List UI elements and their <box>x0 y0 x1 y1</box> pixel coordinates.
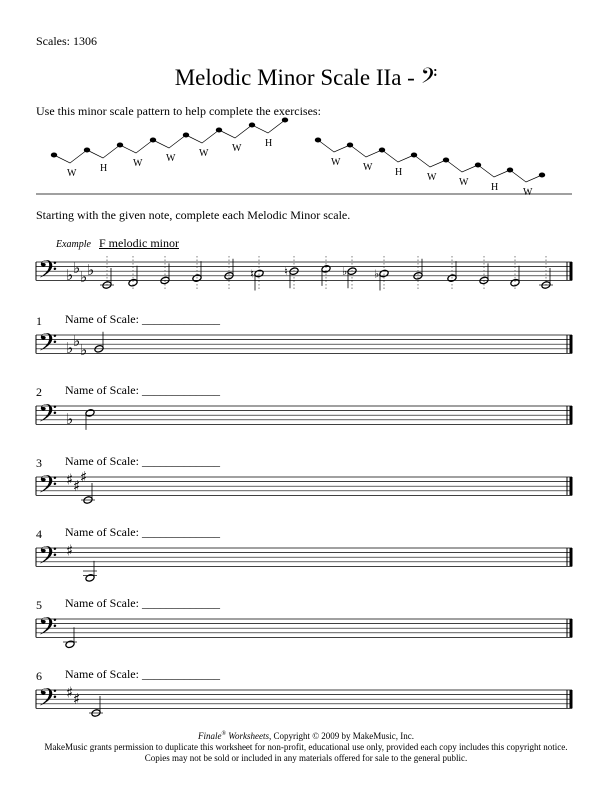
pattern-note <box>411 153 417 158</box>
step-label: H <box>100 163 108 174</box>
flat-icon: ♭ <box>342 265 348 279</box>
pattern-instruction: Use this minor scale pattern to help complete the exercises: <box>36 104 321 118</box>
sharp-icon: ♯ <box>73 477 81 496</box>
footer-line-2: MakeMusic grants permission to duplicate this worksheet for non-profit, educational use only, provided each copy includes this copyright notice. <box>44 742 568 752</box>
pattern-note <box>443 158 449 163</box>
flat-icon: ♭ <box>66 409 74 428</box>
exercise-name-label: Name of Scale: _____________ <box>65 383 220 397</box>
step-label: W <box>523 187 533 198</box>
exercise-number: 3 <box>36 456 42 470</box>
step-label: H <box>491 182 499 193</box>
step-label: W <box>199 148 209 159</box>
pattern-note <box>379 148 385 153</box>
flat-icon: ♭ <box>80 341 88 360</box>
step-label: W <box>166 153 176 164</box>
pattern-note <box>84 148 90 153</box>
note-head <box>128 278 138 287</box>
exercise-name-blank[interactable]: _____________ <box>141 383 220 397</box>
exercise-staff <box>36 399 572 434</box>
exercise-number: 6 <box>36 669 42 683</box>
pattern-note <box>507 168 513 173</box>
flat-icon: ♭ <box>374 267 380 281</box>
example-staff <box>36 255 572 290</box>
exercise-staff <box>36 468 572 505</box>
step-label: W <box>459 177 469 188</box>
pattern-note <box>315 138 321 143</box>
bass-clef-icon: 𝄢 <box>38 255 58 291</box>
exercise-number: 4 <box>36 527 42 541</box>
exercise-number: 5 <box>36 598 42 612</box>
example-scale-name: F melodic minor <box>99 236 179 250</box>
step-label: W <box>67 168 77 179</box>
sharp-icon: ♯ <box>73 690 81 709</box>
note-head <box>85 574 95 583</box>
pattern-note <box>249 123 255 128</box>
pattern-line <box>87 145 120 158</box>
pattern-line <box>153 135 186 148</box>
step-label: W <box>331 157 341 168</box>
pattern-note <box>475 163 481 168</box>
note-head <box>321 265 331 274</box>
pattern-note <box>216 128 222 133</box>
sharp-icon: ♯ <box>66 541 74 560</box>
flat-icon: ♭ <box>66 338 74 357</box>
sharp-icon: ♯ <box>66 470 74 489</box>
pattern-line <box>120 140 153 153</box>
copyright-footer <box>0 729 612 764</box>
flat-icon: ♭ <box>66 265 74 284</box>
exercise-name-blank[interactable]: _____________ <box>141 454 220 468</box>
pattern-note <box>183 133 189 138</box>
exercise-staff <box>36 683 572 718</box>
exercise-number: 1 <box>36 314 42 328</box>
pattern-line <box>414 155 446 167</box>
exercise-name-blank[interactable]: _____________ <box>141 312 220 326</box>
pattern-line <box>382 150 414 162</box>
step-label: W <box>232 143 242 154</box>
example-label: Example <box>56 239 91 250</box>
pattern-line <box>54 150 87 163</box>
sharp-icon: ♯ <box>66 683 74 702</box>
pattern-note <box>117 143 123 148</box>
sharp-icon: ♯ <box>80 468 88 486</box>
flat-icon: ♭ <box>80 268 88 287</box>
pattern-line <box>350 145 382 157</box>
note-head <box>510 278 520 287</box>
note-head <box>85 409 95 418</box>
natural-icon: ♮ <box>284 265 288 279</box>
footer-line-3: Copies may not be sold or included in any materials offered for sale to the general public. <box>144 753 468 763</box>
flat-icon: ♭ <box>73 258 81 277</box>
bass-clef-icon: 𝄢 <box>38 470 58 506</box>
step-label: W <box>363 162 373 173</box>
exercise-staff <box>36 612 572 648</box>
exercise-staff <box>36 541 572 582</box>
pattern-line <box>318 140 350 152</box>
flat-icon: ♭ <box>73 331 81 350</box>
exercise-number: 2 <box>36 385 42 399</box>
worksheet-code: Scales: 1306 <box>36 34 97 48</box>
pattern-line <box>186 130 219 143</box>
bass-clef-icon: 𝄢 <box>38 328 58 364</box>
pattern-note <box>347 143 353 148</box>
footer-line-1: Finale® Worksheets, Copyright © 2009 by MakeMusic, Inc. <box>197 731 415 741</box>
flat-icon: ♭ <box>87 261 95 280</box>
exercise-name-label: Name of Scale: _____________ <box>65 667 220 681</box>
pattern-line <box>510 170 542 182</box>
exercise-name-label: Name of Scale: _____________ <box>65 596 220 610</box>
pattern-note <box>539 173 545 178</box>
pattern-line <box>446 160 478 172</box>
step-label: H <box>395 167 403 178</box>
pattern-line <box>252 120 285 133</box>
step-label: H <box>265 138 273 149</box>
exercise-staff <box>36 328 572 363</box>
bass-clef-icon: 𝄢 <box>420 64 438 94</box>
exercise-name-label: Name of Scale: _____________ <box>65 312 220 326</box>
bass-clef-icon: 𝄢 <box>38 399 58 435</box>
exercise-name-blank[interactable]: _____________ <box>141 525 220 539</box>
bass-clef-icon: 𝄢 <box>38 612 58 648</box>
bass-clef-icon: 𝄢 <box>38 541 58 577</box>
exercise-name-label: Name of Scale: _____________ <box>65 454 220 468</box>
step-label: W <box>133 158 143 169</box>
title-text: Melodic Minor Scale IIa - <box>174 65 421 90</box>
exercise-name-label: Name of Scale: _____________ <box>65 525 220 539</box>
natural-icon: ♮ <box>250 267 254 281</box>
step-label: W <box>427 172 437 183</box>
pattern-line <box>219 125 252 138</box>
exercise-name-blank[interactable]: _____________ <box>141 596 220 610</box>
exercise-instruction: Starting with the given note, complete each Melodic Minor scale. <box>36 208 351 222</box>
pattern-line <box>478 165 510 177</box>
bass-clef-icon: 𝄢 <box>38 683 58 719</box>
pattern-note <box>282 118 288 123</box>
note-head <box>65 640 75 649</box>
pattern-note <box>150 138 156 143</box>
exercise-name-blank[interactable]: _____________ <box>141 667 220 681</box>
pattern-note <box>51 153 57 158</box>
scale-pattern-diagram <box>51 118 545 199</box>
